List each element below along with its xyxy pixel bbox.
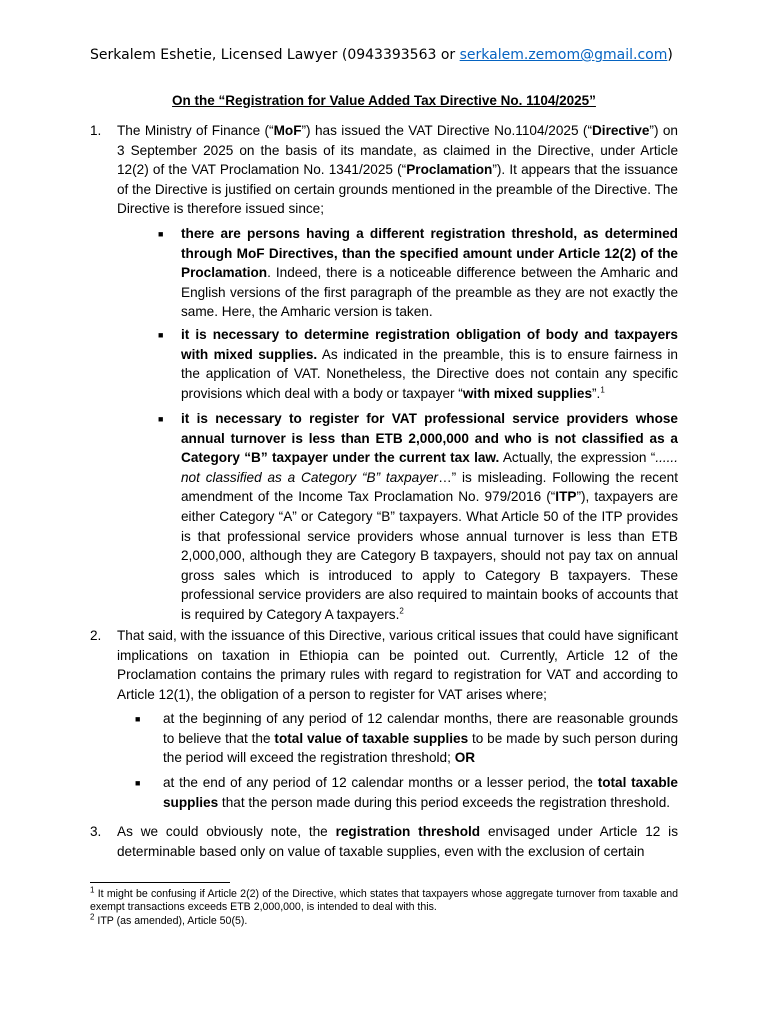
bullet-text: at the beginning of any period of 12 calendar months, there are reasonable grounds to believe that the total value of taxable supplies to be made by such person during the period will exceed the registration threshold; OR [163, 711, 679, 766]
paragraph-number: 1. [90, 123, 102, 138]
footnotes [90, 885, 678, 928]
bullet-square-icon: ■ [135, 778, 141, 788]
footnote-divider [90, 882, 230, 883]
bullet-text: at the end of any period of 12 calendar months or a lesser period, the total taxable supplies that the person made during this period exceeds the registration threshold. [163, 775, 678, 810]
paragraph-number: 3. [90, 824, 102, 839]
document-title: On the “Registration for Value Added Tax Directive No. 1104/2025” [172, 93, 596, 108]
bullet-text: it is necessary to determine registration obligation of body and taxpayers with mixed supplies. As indicated in the preamble, this is to ensure fairness in the application of VAT. Nonetheless, the Directive does not contain any specific provisions which deal with a body or taxpayer “with mixed supplies”.$^1$ [181, 327, 678, 401]
paragraph-number: 2. [90, 628, 102, 643]
footnote-ref-1[interactable]: 1 [600, 385, 605, 395]
paragraph-text: The Ministry of Finance (“MoF”) has issued the VAT Directive No.1104/2025 (“Directive”) on 3 September 2025 on the basis of its mandate, as claimed in the Directive, under Article 12(2) of the VAT Proclamation No. 1341/2025 (“Proclamation”). It appears that the issuance of the Directive is justified on certain grounds mentioned in the preamble of the Directive. The Directive is therefore issued since; [117, 123, 678, 217]
bullet-square-icon: ■ [158, 330, 164, 340]
author-text: Serkalem Eshetie, Licensed Lawyer (0943393563 or [90, 47, 460, 63]
bullet-text: it is necessary to register for VAT professional service providers whose annual turnover is less than ETB 2,000,000 and who is not classified as a Category “B” taxpayer under the current tax law. Actually, the expression “...... not classified as a Category “B” taxpayer…” is misleading. Following the recent amendment of the Income Tax Proclamation No. 979/2016 (“ITP”), taxpayers are either Category “A” or Category “B” taxpayers. What Article 50 of the ITP provides is that professional service providers whose annual turnover is less than ETB 2,000,000, although they are Category B taxpayers, should not pay tax on annual gross sales which is introduced to apply to Category B taxpayers. These professional service providers are also required to maintain books of accounts that is required by Category A taxpayers.$^2$ [181, 411, 679, 622]
header-close: ) [667, 47, 673, 63]
footnote-2: $^2$ ITP (as amended), Article 50(5). [90, 912, 248, 927]
email-link[interactable]: serkalem.zemom@gmail.com [459, 47, 668, 63]
footnote-ref-2[interactable]: 2 [399, 606, 404, 616]
paragraph-text: As we could obviously note, the registration threshold envisaged under Article 12 is determinable based only on value of taxable supplies, even with the exclusion of certain [117, 824, 678, 859]
bullet-square-icon: ■ [158, 229, 164, 239]
paragraph-text: That said, with the issuance of this Directive, various critical issues that could have significant implications on taxation in Ethiopia can be pointed out. Currently, Article 12 of the Proclamation contains the primary rules with regard to registration for VAT and according to Article 12(1), the obligation of a person to register for VAT arises where; [117, 628, 678, 702]
bullet-square-icon: ■ [135, 714, 141, 724]
footnote-1: $^1$ It might be confusing if Article 2(2) of the Directive, which states that taxpayers whose aggregate turnover from taxable and exempt transactions exceeds ETB 2,000,000, is intended to deal with this. [90, 885, 678, 914]
document-header [90, 47, 673, 63]
bullet-square-icon: ■ [158, 414, 164, 424]
bullet-text: there are persons having a different registration threshold, as determined through MoF Directives, than the specified amount under Article 12(2) of the Proclamation. Indeed, there is a noticeable difference between the Amharic and English versions of the first paragraph of the preamble as they are not exactly the same. Here, the Amharic version is taken. [181, 226, 678, 320]
